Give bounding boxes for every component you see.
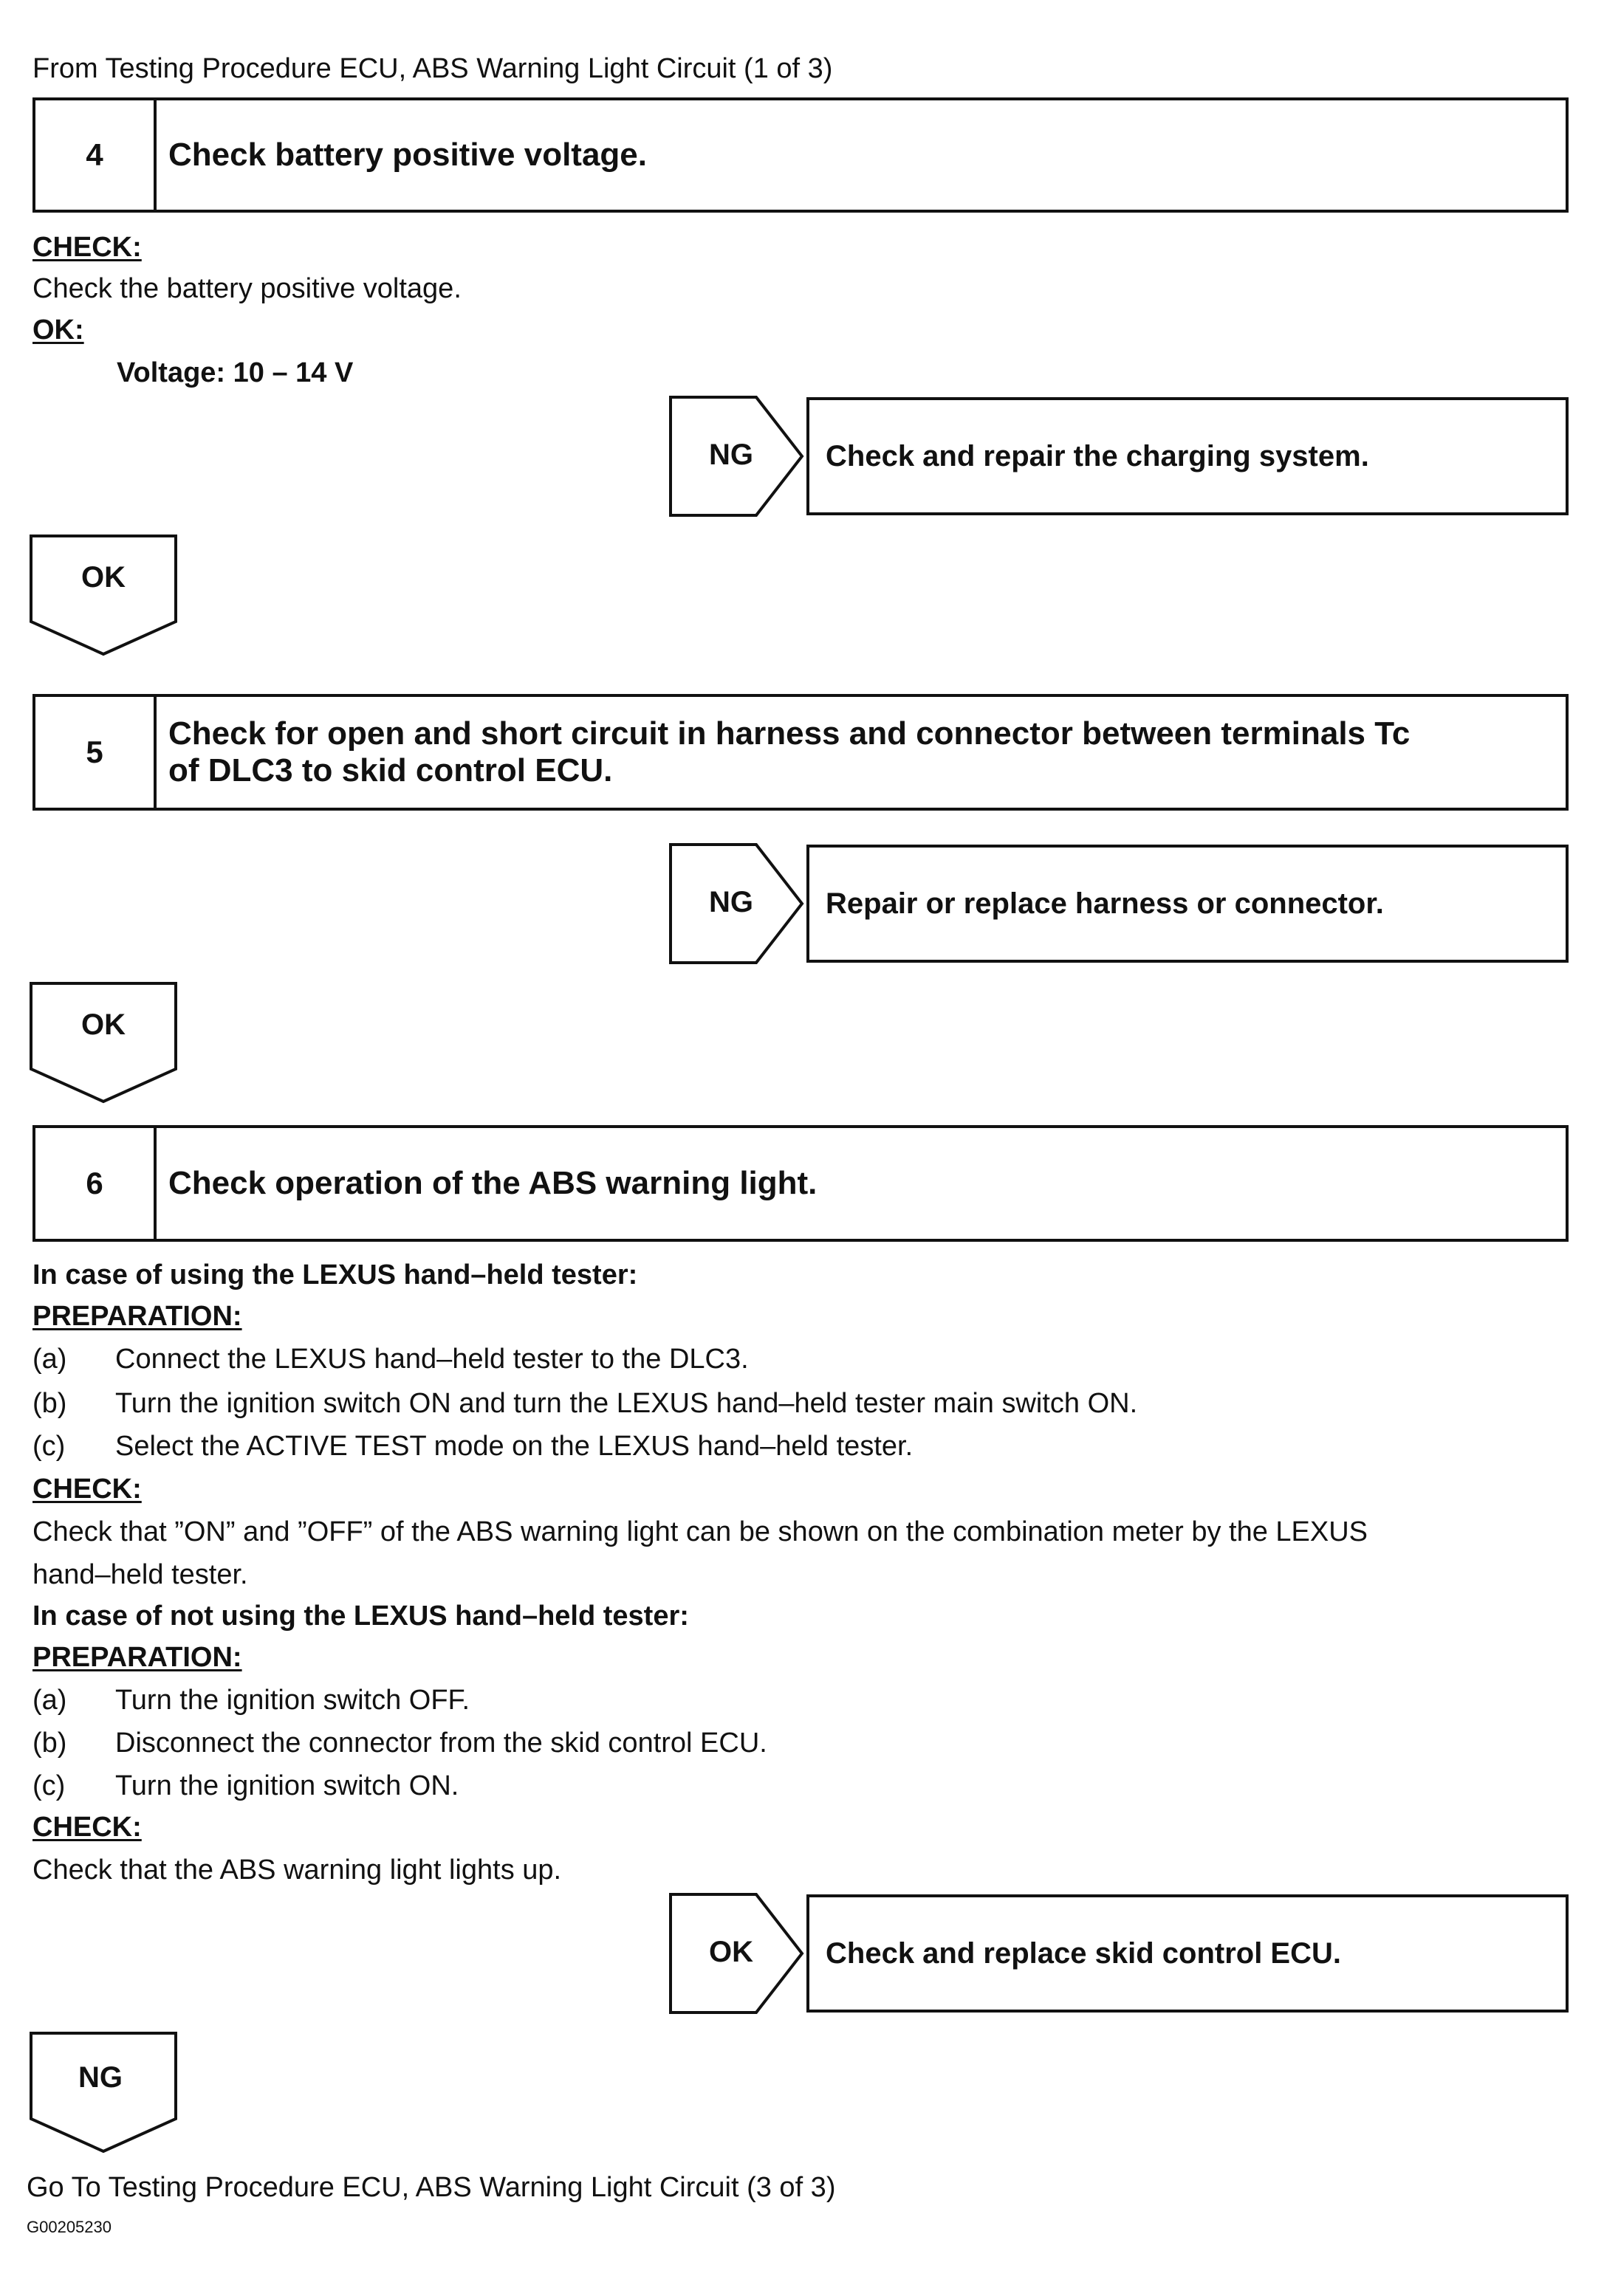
step-6-number: 6 [35,1128,157,1239]
step-4-number: 4 [35,100,157,210]
step-5-ok-down-arrow [30,982,180,1104]
step-5-down-label: OK [81,1008,126,1041]
step-4-check-label: CHECK: [32,232,142,263]
step-5-ng-result: Repair or replace harness or connector. [806,845,1569,963]
step-6-case1-check-line2: hand–held tester. [32,1559,248,1590]
step-6-case1-a-letter: (a) [32,1344,67,1375]
step-5-title [168,697,1543,808]
step-6-case2-heading: In case of not using the LEXUS hand–held tester: [32,1601,689,1632]
step-5-ng-label: NG [709,886,753,918]
figure-code: G00205230 [27,2218,112,2236]
step-6-case1-prep-label: PREPARATION: [32,1301,242,1332]
step-6-case1-c-text: Select the ACTIVE TEST mode on the LEXUS hand–held tester. [115,1431,914,1462]
step-6-case2-c-letter: (c) [32,1770,66,1801]
step-5-number: 5 [35,697,157,808]
step-6-title: Check operation of the ABS warning light. [168,1165,818,1201]
step-6-case1-a-text: Connect the LEXUS hand–held tester to the DLC3. [115,1344,749,1375]
step-6-case1-c-letter: (c) [32,1431,66,1462]
step-4-ok-label: OK: [32,315,84,346]
step-4-ng-result: Check and repair the charging system. [806,397,1569,515]
step-6-box [32,1125,1569,1242]
step-5-box [32,694,1569,811]
step-6-case2-b-letter: (b) [32,1728,67,1759]
step-4-ok-value: Voltage: 10 – 14 V [117,357,354,388]
step-6-down-label: NG [78,2061,123,2094]
step-4-ng-label: NG [709,439,753,471]
step-6-case1-check-line1: Check that ”ON” and ”OFF” of the ABS warning light can be shown on the combination meter by the LEXUS [32,1516,1368,1547]
step-6-case2-b-text: Disconnect the connector from the skid control ECU. [115,1728,767,1759]
step-4-box [32,97,1569,213]
step-6-case1-heading: In case of using the LEXUS hand–held tester: [32,1259,638,1290]
step-6-case1-check-label: CHECK: [32,1474,142,1505]
step-5-title-line2: of DLC3 to skid control ECU. [168,752,613,788]
step-4-check-text: Check the battery positive voltage. [32,273,462,304]
step-6-case1-b-text: Turn the ignition switch ON and turn the LEXUS hand–held tester main switch ON. [115,1388,1138,1419]
step-6-case2-c-text: Turn the ignition switch ON. [115,1770,459,1801]
step-6-ok-label: OK [709,1936,753,1968]
header-text: From Testing Procedure ECU, ABS Warning Light Circuit (1 of 3) [32,53,833,84]
step-6-case1-b-letter: (b) [32,1388,67,1419]
step-6-case2-check-text: Check that the ABS warning light lights up. [32,1855,562,1886]
footer-text: Go To Testing Procedure ECU, ABS Warning Light Circuit (3 of 3) [27,2172,836,2203]
step-5-title-line1: Check for open and short circuit in harness and connector between terminals Tc [168,715,1411,752]
step-4-down-label: OK [81,561,126,594]
step-4-title: Check battery positive voltage. [168,137,647,173]
step-4-ok-down-arrow [30,535,180,657]
step-6-case2-a-text: Turn the ignition switch OFF. [115,1685,470,1716]
step-6-case2-a-letter: (a) [32,1685,67,1716]
step-6-case2-prep-label: PREPARATION: [32,1642,242,1673]
step-6-case2-check-label: CHECK: [32,1812,142,1843]
step-6-ok-result: Check and replace skid control ECU. [806,1894,1569,2013]
